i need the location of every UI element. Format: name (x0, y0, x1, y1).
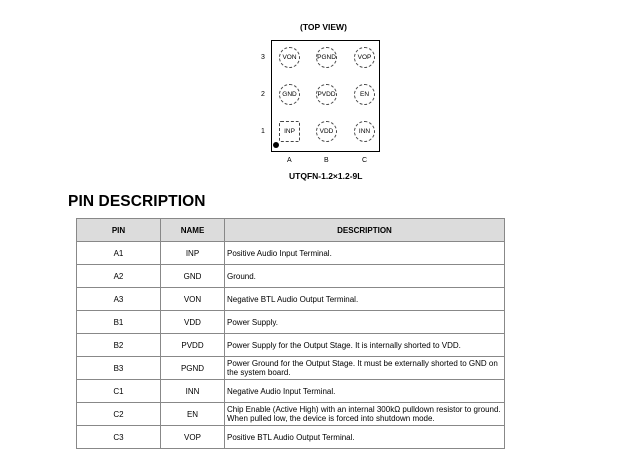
header-pin: PIN (77, 219, 161, 242)
pin-cell: C2 (77, 403, 161, 426)
name-cell: INN (161, 380, 225, 403)
description-cell: Power Supply for the Output Stage. It is internally shorted to VDD. (225, 334, 505, 357)
name-cell: INP (161, 242, 225, 265)
description-cell: Negative Audio Input Terminal. (225, 380, 505, 403)
description-cell: Ground. (225, 265, 505, 288)
col-label-c: C (362, 157, 368, 164)
description-cell: Chip Enable (Active High) with an internal 300kΩ pulldown resistor to ground. When pulled low, the device is forced into shutdown mode. (225, 403, 505, 426)
ball-b1: VDD (316, 121, 337, 142)
pin-cell: A3 (77, 288, 161, 311)
ball-c3: VOP (354, 47, 375, 68)
pin-cell: C1 (77, 380, 161, 403)
row-label-3: 3 (261, 54, 265, 61)
name-cell: EN (161, 403, 225, 426)
table-row (77, 403, 505, 426)
table-row (77, 311, 505, 334)
table-row (77, 357, 505, 380)
col-label-b: B (324, 157, 329, 164)
table-row (77, 380, 505, 403)
table-header-row (77, 219, 505, 242)
ball-a3: VON (279, 47, 300, 68)
table-row (77, 426, 505, 449)
section-title: PIN DESCRIPTION (68, 193, 206, 210)
pin-cell: A2 (77, 265, 161, 288)
description-cell: Positive BTL Audio Output Terminal. (225, 426, 505, 449)
row-label-2: 2 (261, 91, 265, 98)
name-cell: PGND (161, 357, 225, 380)
table-row (77, 265, 505, 288)
ball-c2: EN (354, 84, 375, 105)
ball-a2: GND (279, 84, 300, 105)
ball-b3: PGND (316, 47, 337, 68)
name-cell: VON (161, 288, 225, 311)
table-row (77, 288, 505, 311)
pin1-marker-icon (273, 142, 279, 148)
row-label-1: 1 (261, 128, 265, 135)
description-cell: Negative BTL Audio Output Terminal. (225, 288, 505, 311)
table-row (77, 242, 505, 265)
table-row (77, 334, 505, 357)
pinout-diagram (0, 0, 633, 190)
pin-cell: A1 (77, 242, 161, 265)
name-cell: VOP (161, 426, 225, 449)
header-description: DESCRIPTION (225, 219, 505, 242)
pin-cell: B3 (77, 357, 161, 380)
top-view-label: (TOP VIEW) (300, 22, 347, 32)
description-cell: Power Supply. (225, 311, 505, 334)
ball-a1: INP (279, 121, 300, 142)
description-cell: Positive Audio Input Terminal. (225, 242, 505, 265)
name-cell: GND (161, 265, 225, 288)
package-name: UTQFN-1.2×1.2-9L (289, 171, 363, 181)
description-cell: Power Ground for the Output Stage. It must be externally shorted to GND on the system board. (225, 357, 505, 380)
ball-b2: PVDD (316, 84, 337, 105)
ball-c1: INN (354, 121, 375, 142)
col-label-a: A (287, 157, 292, 164)
name-cell: PVDD (161, 334, 225, 357)
pin-cell: B1 (77, 311, 161, 334)
name-cell: VDD (161, 311, 225, 334)
pin-description-table (76, 218, 505, 449)
pin-cell: B2 (77, 334, 161, 357)
pin-cell: C3 (77, 426, 161, 449)
header-name: NAME (161, 219, 225, 242)
